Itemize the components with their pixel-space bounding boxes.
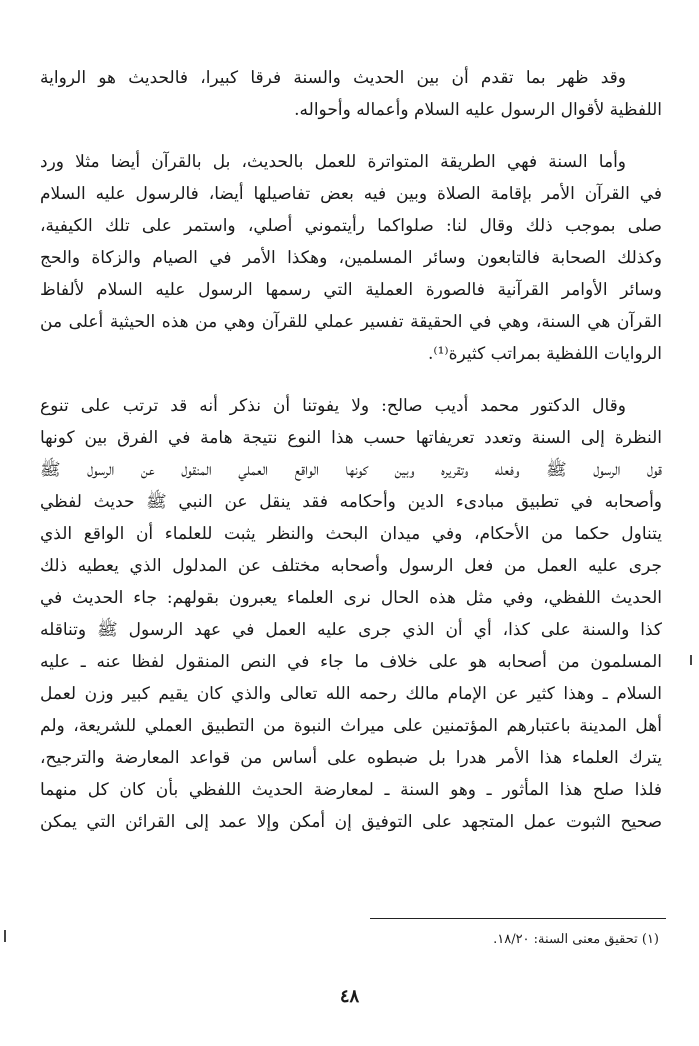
text-line: وأما السنة فهي الطريقة المتواترة للعمل بالحديث، بل بالقرآن أيضا مثلا ورد (40, 152, 626, 172)
text-line: فلذا صلح هذا المأثور ـ وهو السنة ـ لمعارضة الحديث اللفظي بأن كان كل منهما (40, 780, 662, 800)
text-line: وكذلك الصحابة فالتابعون وسائر المسلمين، وهكذا الأمر في الصيام والزكاة والحج (40, 248, 662, 268)
text-line: كذا والسنة على كذا، أي أن الذي جرى عليه العمل في عهد الرسول ﷺ وتناقله (40, 620, 662, 640)
page-number: ٤٨ (339, 986, 360, 1007)
text-line: القرآن هي السنة، وهي في الحقيقة تفسير عملي للقرآن وهي من هذه الحيثية أعلى من (40, 312, 662, 332)
paragraph-1 (40, 62, 662, 126)
text-line: يتناول حكما من الأحكام، وفي ميدان البحث والنظر يثبت للعلماء أن الواقع الذي (40, 524, 662, 544)
text-line: صحيح الثبوت عمل المتجهد على التوفيق إن أمكن وإلا عمد إلى القرائن التي يمكن (40, 812, 662, 832)
footnote: (١) تحقيق معنى السنة: ١٨/٢٠. (493, 932, 659, 947)
text-line: الروايات اللفظية بمراتب كثيرة⁽¹⁾. (428, 344, 662, 364)
text-line: النظرة إلى السنة وتعدد تعريفاتها حسب هذا النوع نتيجة هامة في الفرق بين كونها (40, 428, 662, 448)
text-line: صلى بموجب ذلك وقال لنا: صلواكما رأيتموني أصلي، واستمر على تلك الكيفية، (40, 216, 662, 236)
text-line: اللفظية لأقوال الرسول عليه السلام وأعماله وأحواله. (294, 100, 662, 120)
footnote-divider (370, 918, 666, 919)
scan-edge-mark (690, 655, 692, 665)
text-line: وقد ظهر بما تقدم أن بين الحديث والسنة فرقا كبيرا، فالحديث هو الرواية (40, 68, 626, 88)
text-line: في القرآن الأمر بإقامة الصلاة وبين فيه بعض تفاصيلها أيضا، فالرسول عليه السلام (40, 184, 662, 204)
scan-edge-mark (4, 930, 6, 942)
text-line: وقال الدكتور محمد أديب صالح: ولا يفوتنا أن نذكر أنه قد ترتب على تنوع (40, 396, 626, 416)
text-line: أهل المدينة باعتبارهم المؤتمنين على ميراث النبوة من التطبيق العملي للشريعة، ولم (40, 716, 662, 736)
paragraph-2 (40, 146, 662, 370)
text-line: جرى عليه العمل من فعل الرسول وأصحابه مختلف عن المدلول الذي يعطيه ذلك (40, 556, 662, 576)
text-line: وأصحابه في تطبيق مبادىء الدين وأحكامه فقد ينقل عن النبي ﷺ حديث لفظي (40, 492, 662, 512)
paragraph-3 (40, 390, 662, 838)
text-line: المسلمون من أصحابه هو على خلاف ما جاء في النص المنقول لفظا عنه ـ عليه (40, 652, 662, 672)
text-line: قول الرسول ﷺ وفعله وتقريره وبين كونها الواقع العملي المنقول عن الرسول ﷺ (40, 460, 662, 480)
text-line: يترك العلماء هذا الأمر هدرا بل ضبطوه على أساس من قواعد المعارضة والترجيح، (40, 748, 662, 768)
text-line: السلام ـ وهذا كثير عن الإمام مالك رحمه الله تعالى والذي كان يقيم كبير وزن لعمل (40, 684, 662, 704)
text-line: الحديث اللفظي، وفي مثل هذه الحال نرى العلماء يعبرون بقولهم: جاء الحديث في (40, 588, 662, 608)
text-line: وسائر الأوامر القرآنية فالصورة العملية التي رسمها الرسول عليه السلام لألفاظ (40, 280, 662, 300)
